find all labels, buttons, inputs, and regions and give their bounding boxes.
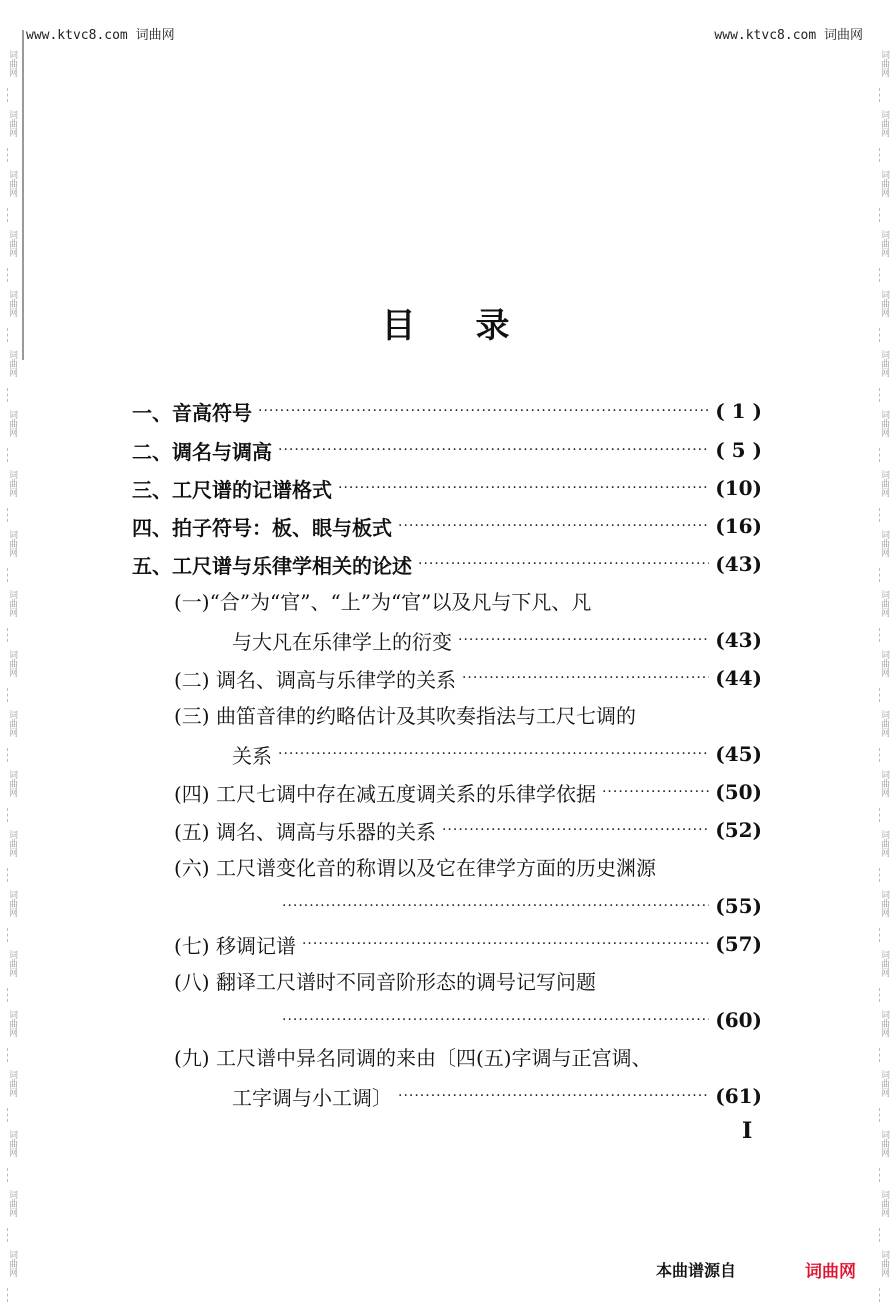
watermark-text: 词曲网 <box>879 230 889 257</box>
watermark-text: 词曲网 <box>7 650 17 677</box>
watermark-divider <box>879 628 881 642</box>
toc-sub-8-line1[interactable]: (八) 翻译工尺谱时不同音阶形态的调号记写问题 <box>174 970 596 994</box>
watermark-divider <box>879 1108 881 1122</box>
toc-entry-label: 工字调与小工调〕 <box>232 1085 392 1110</box>
toc-entry-3[interactable] <box>132 474 762 502</box>
toc-sub-9[interactable] <box>232 1082 762 1110</box>
watermark-divider <box>879 688 881 702</box>
watermark-text: 词曲网 <box>879 1010 889 1037</box>
watermark-text: 词曲网 <box>879 890 889 917</box>
watermark-divider <box>879 928 881 942</box>
toc-entry-label: 一、音高符号 <box>132 400 252 425</box>
toc-sub-2[interactable] <box>174 664 762 692</box>
watermark-text: 词曲网 <box>7 710 17 737</box>
watermark-column-left <box>1 0 17 1309</box>
watermark-text: 词曲网 <box>7 350 17 377</box>
watermark-text: 词曲网 <box>879 950 889 977</box>
watermark-divider <box>879 988 881 1002</box>
watermark-text: 词曲网 <box>7 470 17 497</box>
watermark-text: 词曲网 <box>7 1130 17 1157</box>
watermark-text: 词曲网 <box>7 1190 17 1217</box>
leader-dots <box>462 670 709 686</box>
watermark-text: 词曲网 <box>7 890 17 917</box>
watermark-column-right <box>873 0 889 1309</box>
toc-sub-7[interactable] <box>174 930 762 958</box>
watermark-divider <box>7 928 9 942</box>
watermark-text: 词曲网 <box>879 350 889 377</box>
watermark-text: 词曲网 <box>879 170 889 197</box>
watermark-divider <box>7 1228 9 1242</box>
watermark-text: 词曲网 <box>879 1130 889 1157</box>
watermark-divider <box>879 448 881 462</box>
toc-entry-label: 三、工尺谱的记谱格式 <box>132 477 332 502</box>
toc-entry-page: (16) <box>715 514 762 538</box>
watermark-divider <box>879 148 881 162</box>
watermark-divider <box>7 268 9 282</box>
leader-dots <box>458 632 709 648</box>
toc-entry-page: ( 5 ) <box>715 438 762 462</box>
toc-sub-6-line1[interactable]: (六) 工尺谱变化音的称谓以及它在律学方面的历史渊源 <box>174 856 656 880</box>
toc-entry-label: 关系 <box>232 743 272 768</box>
watermark-text: 词曲网 <box>7 170 17 197</box>
watermark-divider <box>7 508 9 522</box>
watermark-text: 词曲网 <box>7 1250 17 1277</box>
leader-dots <box>442 822 709 838</box>
watermark-divider <box>7 88 9 102</box>
leader-dots <box>282 898 709 914</box>
watermark-divider <box>879 1228 881 1242</box>
toc-entry-page: (55) <box>715 894 762 918</box>
watermark-divider <box>7 448 9 462</box>
watermark-divider <box>7 1048 9 1062</box>
watermark-text: 词曲网 <box>879 110 889 137</box>
toc-entry-label: (四) 工尺七调中存在减五度调关系的乐律学依据 <box>174 781 596 806</box>
footer-source-label: 本曲谱源自 <box>656 1261 737 1280</box>
leader-dots <box>418 556 709 572</box>
watermark-divider <box>879 1048 881 1062</box>
watermark-text: 词曲网 <box>879 590 889 617</box>
watermark-text: 词曲网 <box>879 1190 889 1217</box>
watermark-text: 词曲网 <box>879 650 889 677</box>
toc-entry-label: (五) 调名、调高与乐器的关系 <box>174 819 436 844</box>
watermark-divider <box>879 568 881 582</box>
toc-entry-label: 四、拍子符号：板、眼与板式 <box>132 515 392 540</box>
watermark-divider <box>879 1168 881 1182</box>
toc-entry-page: (57) <box>715 932 762 956</box>
toc-sub-8[interactable] <box>276 1006 762 1034</box>
toc-entry-label: 二、调名与调高 <box>132 439 272 464</box>
toc-sub-1-line1[interactable]: (一)“合”为“官”、“上”为“官”以及凡与下凡、凡 <box>174 590 592 614</box>
watermark-divider <box>7 148 9 162</box>
watermark-divider <box>7 868 9 882</box>
watermark-divider <box>7 568 9 582</box>
watermark-text: 词曲网 <box>879 710 889 737</box>
watermark-text: 词曲网 <box>7 1070 17 1097</box>
toc-sub-3[interactable] <box>232 740 762 768</box>
footer-site-link[interactable]: 词曲网 <box>805 1262 856 1282</box>
toc-sub-9-line1[interactable]: (九) 工尺谱中异名同调的来由〔四(五)字调与正宫调、 <box>174 1046 652 1070</box>
leader-dots <box>602 784 709 800</box>
leader-dots <box>258 403 709 419</box>
watermark-text: 词曲网 <box>879 770 889 797</box>
watermark-divider <box>879 208 881 222</box>
toc-entry-page: (43) <box>715 628 762 652</box>
watermark-divider <box>7 748 9 762</box>
toc-entry-label: 五、工尺谱与乐律学相关的论述 <box>132 553 412 578</box>
toc-sub-5[interactable] <box>174 816 762 844</box>
watermark-divider <box>7 628 9 642</box>
watermark-divider <box>879 268 881 282</box>
toc-entry-page: (10) <box>715 476 762 500</box>
watermark-text: 词曲网 <box>7 230 17 257</box>
watermark-text: 词曲网 <box>7 950 17 977</box>
watermark-text: 词曲网 <box>879 410 889 437</box>
toc-entry-1[interactable] <box>132 397 762 425</box>
leader-dots <box>282 1012 709 1028</box>
leader-dots <box>302 936 709 952</box>
toc-sub-6[interactable] <box>276 892 762 920</box>
toc-entry-4[interactable] <box>132 512 762 540</box>
toc-entry-page: (50) <box>715 780 762 804</box>
leader-dots <box>278 746 709 762</box>
header-left: www.ktvc8.com 词曲网 <box>26 28 175 43</box>
watermark-divider <box>7 688 9 702</box>
leader-dots <box>398 1088 709 1104</box>
watermark-text: 词曲网 <box>7 110 17 137</box>
toc-entry-page: (43) <box>715 552 762 576</box>
watermark-divider <box>879 88 881 102</box>
watermark-text: 词曲网 <box>879 830 889 857</box>
watermark-divider <box>879 1288 881 1302</box>
toc-entry-label: 与大凡在乐律学上的衍变 <box>232 629 452 654</box>
watermark-divider <box>7 388 9 402</box>
watermark-divider <box>879 748 881 762</box>
watermark-divider <box>879 868 881 882</box>
watermark-divider <box>7 988 9 1002</box>
watermark-divider <box>879 508 881 522</box>
watermark-text: 词曲网 <box>7 410 17 437</box>
watermark-text: 词曲网 <box>879 1250 889 1277</box>
watermark-text: 词曲网 <box>879 1070 889 1097</box>
leader-dots <box>278 442 709 458</box>
watermark-text: 词曲网 <box>7 290 17 317</box>
header-right: www.ktvc8.com 词曲网 <box>714 28 863 43</box>
leader-dots <box>398 518 709 534</box>
toc-entry-5[interactable] <box>132 550 762 578</box>
toc-entry-page: (61) <box>715 1084 762 1108</box>
watermark-text: 词曲网 <box>7 1010 17 1037</box>
toc-entry-label: (七) 移调记谱 <box>174 933 296 958</box>
toc-sub-3-line1[interactable]: (三) 曲笛音律的约略估计及其吹奏指法与工尺七调的 <box>174 704 636 728</box>
toc-entry-2[interactable] <box>132 436 762 464</box>
toc-entry-page: (44) <box>715 666 762 690</box>
watermark-divider <box>879 808 881 822</box>
watermark-text: 词曲网 <box>879 530 889 557</box>
toc-entry-page: ( 1 ) <box>715 399 762 423</box>
toc-sub-4[interactable] <box>174 778 762 806</box>
toc-entry-page: (60) <box>715 1008 762 1032</box>
watermark-text: 词曲网 <box>879 50 889 77</box>
watermark-text: 词曲网 <box>7 50 17 77</box>
watermark-divider <box>7 1288 9 1302</box>
toc-entry-page: (52) <box>715 818 762 842</box>
watermark-divider <box>7 1108 9 1122</box>
watermark-divider <box>7 808 9 822</box>
watermark-text: 词曲网 <box>879 470 889 497</box>
watermark-divider <box>879 388 881 402</box>
watermark-text: 词曲网 <box>7 830 17 857</box>
page-title: 目录 <box>381 306 570 346</box>
watermark-divider <box>7 1168 9 1182</box>
watermark-text: 词曲网 <box>7 530 17 557</box>
watermark-text: 词曲网 <box>7 770 17 797</box>
watermark-text: 词曲网 <box>7 590 17 617</box>
page-number: I <box>742 1118 753 1144</box>
toc-entry-page: (45) <box>715 742 762 766</box>
leader-dots <box>338 480 709 496</box>
toc-sub-1[interactable] <box>232 626 762 654</box>
watermark-text: 词曲网 <box>879 290 889 317</box>
toc-entry-label: (二) 调名、调高与乐律学的关系 <box>174 667 456 692</box>
watermark-divider <box>7 208 9 222</box>
